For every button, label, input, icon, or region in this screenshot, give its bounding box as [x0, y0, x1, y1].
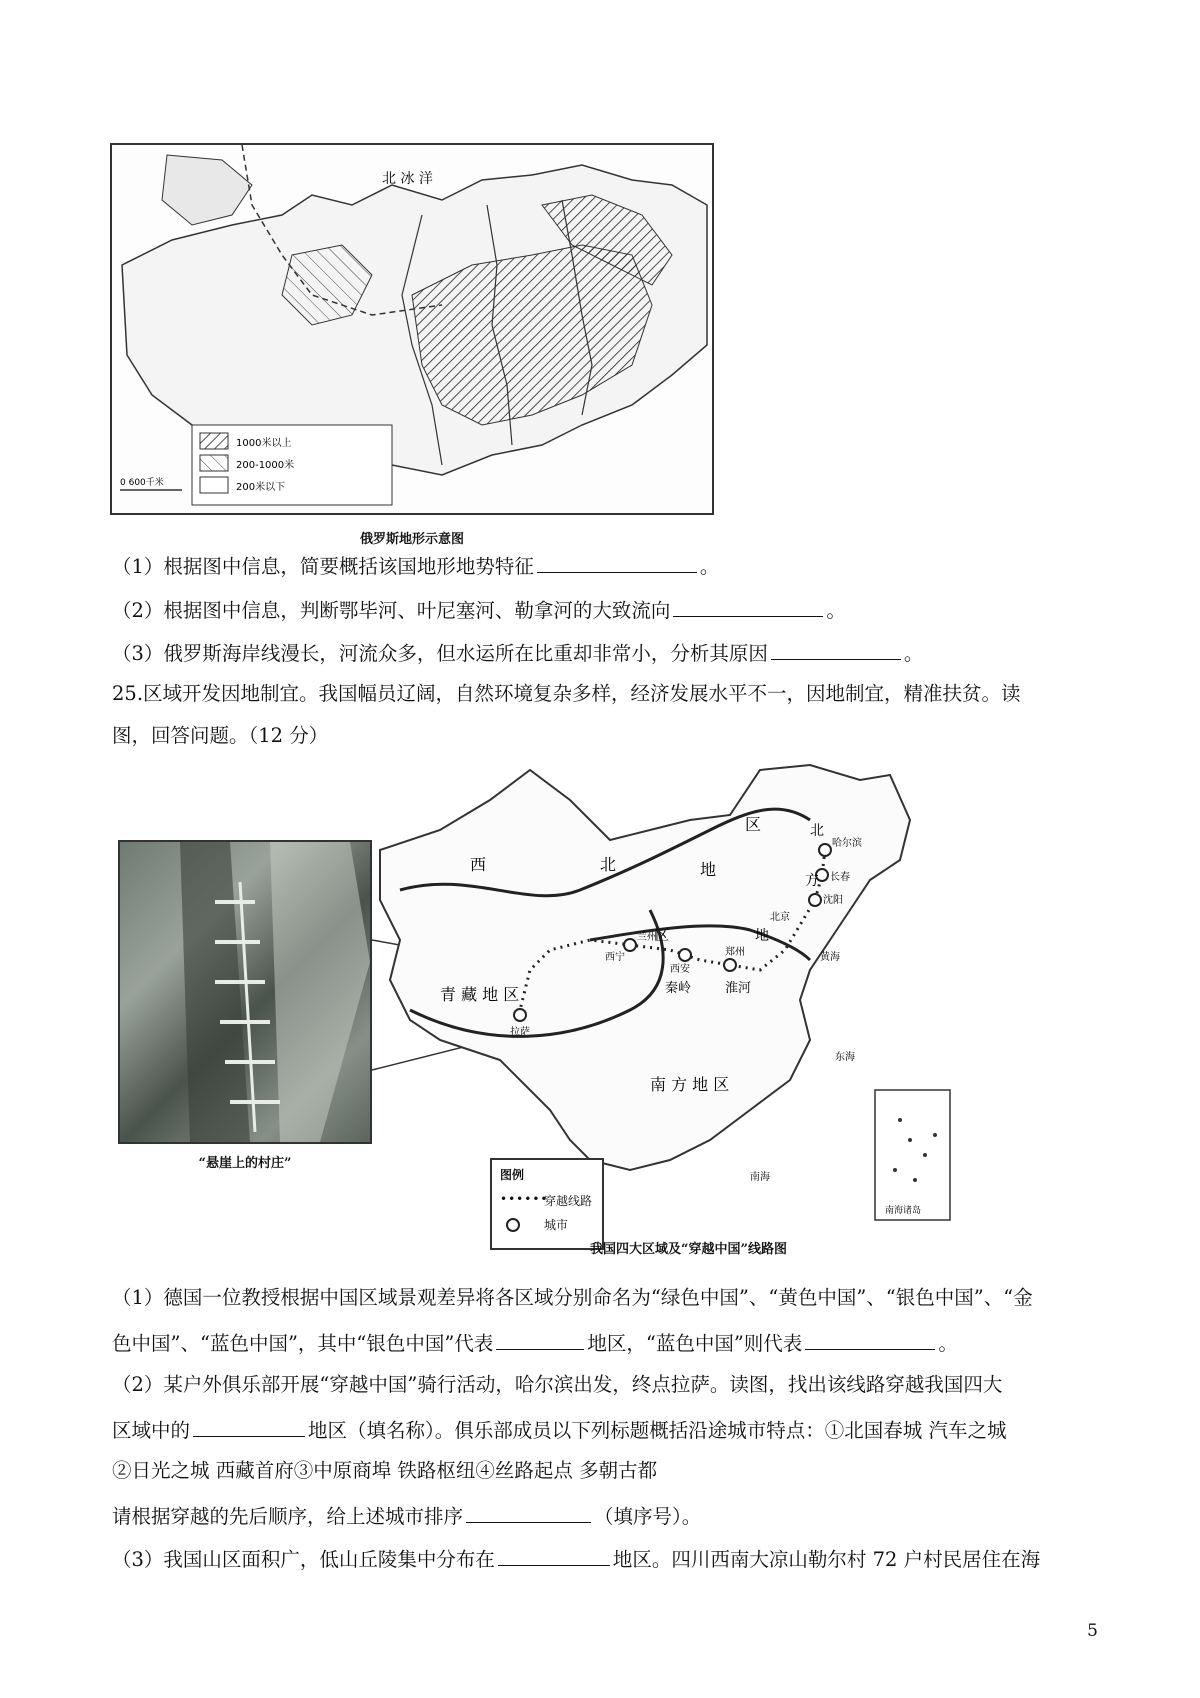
region-north-1: 北 [810, 823, 824, 839]
region-north-2: 方 [805, 873, 819, 889]
feature-huaihe: 淮河 [725, 981, 752, 996]
china-map-legend [490, 1158, 604, 1250]
legend-route-symbol: •••••• [500, 1192, 549, 1206]
legend-title: 图例 [500, 1168, 525, 1182]
answer-blank[interactable] [673, 594, 823, 617]
q24-part3: （3）俄罗斯海岸线漫长，河流众多，但水运所在比重却非常小，分析其原因 。 [112, 637, 923, 668]
city-xining: 西宁 [605, 952, 625, 963]
q25-part2-line3: ②日光之城 西藏首府③中原商埠 铁路枢纽④丝路起点 多朝古都 [112, 1459, 658, 1482]
legend-low: 200米以下 [236, 482, 286, 493]
region-northwest-3: 地 [700, 860, 717, 879]
russia-terrain-map [110, 143, 714, 547]
russia-map-caption: 俄罗斯地形示意图 [359, 532, 464, 547]
city-harbin: 哈尔滨 [832, 838, 862, 849]
q25-part1-line1: （1）德国一位教授根据中国区域景观差异将各区域分别命名为“绿色中国”、“黄色中国”、“银色中国”、“金 [112, 1286, 1033, 1309]
china-map-caption: 我国四大区域及“穿越中国”线路图 [590, 1242, 787, 1257]
russia-map-drawing [112, 145, 712, 513]
answer-blank[interactable] [771, 637, 901, 660]
q25-part2-line2: 区域中的 地区（填名称）。俱乐部成员以下列标题概括沿途城市特点：①北国春城 汽车之城 [112, 1414, 1006, 1445]
answer-blank[interactable] [193, 1414, 305, 1437]
legend-city-symbol [506, 1218, 520, 1232]
q25-intro-line2: 图，回答问题。（12 分） [112, 724, 329, 747]
feature-huanghai: 黄海 [820, 952, 840, 963]
answer-blank[interactable] [498, 1543, 610, 1566]
region-north-3: 地 [755, 928, 769, 944]
feature-qinling: 秦岭 [665, 981, 692, 996]
feature-nanhai-inset: 南海诸岛 [885, 1206, 922, 1216]
city-zhengzhou: 郑州 [725, 947, 745, 958]
answer-blank[interactable] [805, 1327, 935, 1350]
region-qingzang: 青 藏 地 区 [440, 985, 520, 1004]
q25-intro-line1: 25.区域开发因地制宜。我国幅员辽阔，自然环境复杂多样，经济发展水平不一，因地制宜，精准扶贫。读 [112, 682, 1021, 705]
q25-part3-line1: （3）我国山区面积广，低山丘陵集中分布在 地区。四川西南大凉山勒尔村 72 户村民居住在海 [112, 1543, 1040, 1574]
scale-label: 0 600千米 [120, 478, 164, 488]
city-beijing: 北京 [770, 912, 790, 923]
city-lhasa: 拉萨 [510, 1027, 530, 1038]
city-changchun: 长春 [830, 872, 850, 883]
feature-nanhai: 南海 [750, 1172, 770, 1183]
ocean-label: 北 冰 洋 [382, 171, 433, 187]
legend-high: 1000米以上 [236, 438, 292, 449]
answer-blank[interactable] [466, 1500, 591, 1523]
legend-city-label: 城市 [544, 1218, 569, 1232]
region-northwest-2: 北 [600, 855, 617, 874]
legend-route-label: 穿越线路 [544, 1194, 593, 1208]
region-north-4: 区 [655, 928, 669, 944]
region-south: 南 方 地 区 [650, 1075, 730, 1094]
legend-mid: 200-1000米 [236, 460, 295, 471]
answer-blank[interactable] [496, 1327, 584, 1350]
region-northwest-4: 区 [745, 815, 762, 834]
q25-part2-line4: 请根据穿越的先后顺序，给上述城市排序 （填序号）。 [112, 1500, 701, 1531]
photo-caption: “悬崖上的村庄” [198, 1156, 292, 1171]
city-shenyang: 沈阳 [823, 895, 843, 906]
q25-part2-line1: （2）某户外俱乐部开展“穿越中国”骑行活动，哈尔滨出发，终点拉萨。读图，找出该线路穿越我国四大 [112, 1373, 1003, 1396]
q24-part2: （2）根据图中信息，判断鄂毕河、叶尼塞河、勒拿河的大致流向 。 [112, 594, 846, 625]
city-lanzhou: 兰州 [637, 932, 657, 943]
region-northwest-1: 西 [470, 855, 487, 874]
city-xian: 西安 [670, 964, 690, 975]
q24-part1: （1）根据图中信息，简要概括该国地形地势特征 。 [112, 550, 719, 581]
china-regions-figure [110, 760, 1090, 1260]
answer-blank[interactable] [537, 550, 697, 573]
feature-donghai: 东海 [835, 1052, 855, 1063]
q25-part1-line2: 色中国”、“蓝色中国”，其中“银色中国”代表 地区，“蓝色中国”则代表 。 [112, 1327, 958, 1358]
page-number: 5 [1087, 1621, 1098, 1641]
